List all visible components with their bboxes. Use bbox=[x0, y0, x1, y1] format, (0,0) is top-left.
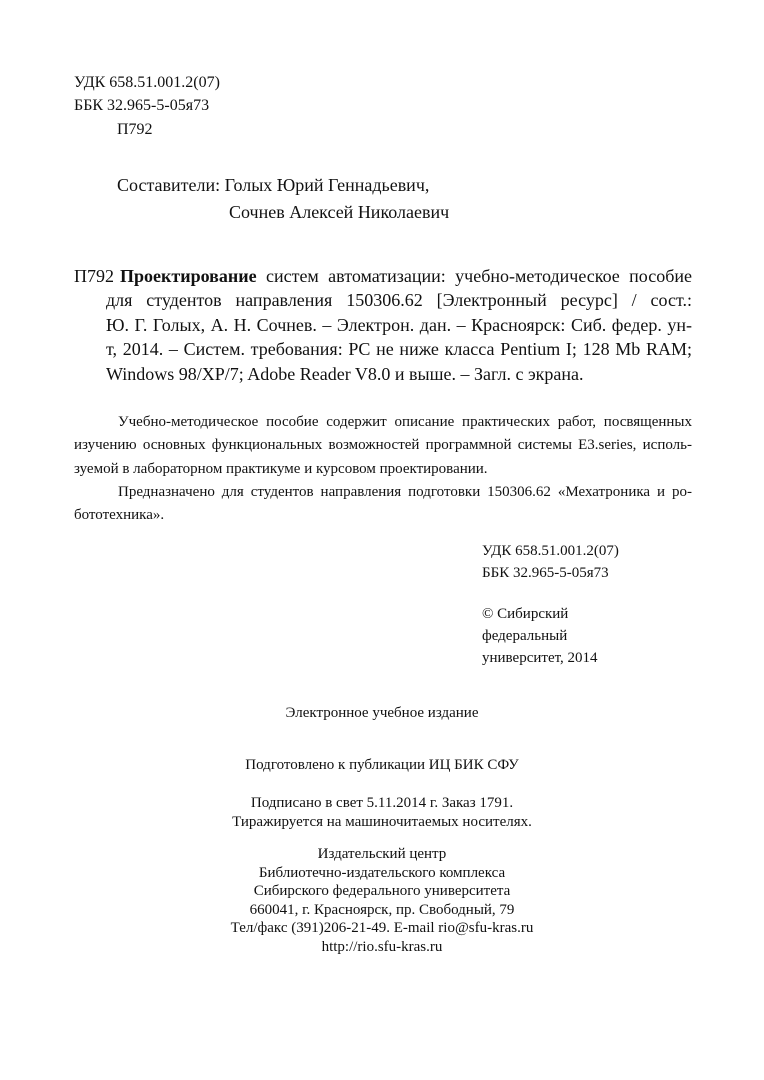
annotation bbox=[74, 411, 692, 527]
publisher-url: http://rio.sfu-kras.ru bbox=[321, 938, 443, 955]
publisher-complex: Библиотечно-издательского комплекса bbox=[258, 864, 506, 881]
record-code: П792 bbox=[74, 266, 114, 286]
header-udk: УДК 658.51.001.2(07) bbox=[74, 74, 220, 91]
bibliographic-record bbox=[74, 264, 692, 386]
publisher-block bbox=[0, 845, 764, 957]
compilers-label: Составители: Голых Юрий Геннадьевич, bbox=[117, 175, 430, 195]
record-line-5: Windows 98/XP/7; Adobe Reader V8.0 и выше. – Загл. с экрана. bbox=[106, 363, 584, 384]
prepared-line: Подготовлено к публикации ИЦ БИК СФУ bbox=[245, 757, 519, 773]
class-bbk: ББК 32.965-5-05я73 bbox=[482, 565, 609, 581]
record-line-4: т, 2014. – Систем. требования: PC не ниже класса Pentium I; 128 Mb RAM; bbox=[106, 339, 692, 360]
compiler-second: Сочнев Алексей Николаевич bbox=[229, 202, 450, 222]
copies-line: Тиражируется на машиночитаемых носителях. bbox=[232, 813, 532, 830]
class-udk: УДК 658.51.001.2(07) bbox=[482, 543, 619, 559]
copyright-line-3: университет, 2014 bbox=[482, 650, 598, 666]
header-bbk: ББК 32.965-5-05я73 bbox=[74, 97, 210, 114]
publisher-name: Издательский центр bbox=[317, 846, 447, 862]
header-author-mark: П792 bbox=[117, 121, 153, 138]
annotation-p1-line3: зуемой в лабораторном практикуме и курсовом проектировании. bbox=[74, 460, 488, 477]
signed-line: Подписано в свет 5.11.2014 г. Заказ 1791. bbox=[250, 795, 514, 811]
record-line-3: Ю. Г. Голых, А. Н. Сочнев. – Электрон. дан. – Красноярск: Сиб. федер. ун- bbox=[106, 314, 692, 335]
annotation-p2-line2: бототехника». bbox=[74, 507, 165, 524]
record-line1-rest: систем автоматизации: учебно-методическое пособие bbox=[265, 266, 692, 286]
copyright-line-2: федеральный bbox=[482, 628, 568, 644]
publisher-university: Сибирского федерального университета bbox=[253, 883, 511, 900]
annotation-p1-line1: Учебно-методическое пособие содержит описание практических работ, посвященных bbox=[118, 414, 692, 430]
annotation-p1-line2: изучению основных функциональных возможностей программной системы E3.series, исполь- bbox=[74, 437, 692, 454]
prepared-block bbox=[0, 756, 764, 775]
copyright-line-1: © Сибирский bbox=[482, 606, 569, 622]
publisher-address: 660041, г. Красноярск, пр. Свободный, 79 bbox=[249, 901, 515, 918]
publisher-contacts: Тел/факс (391)206-21-49. E-mail rio@sfu-kras.ru bbox=[230, 920, 534, 937]
record-line-2: для студентов направления 150306.62 [Электронный ресурс] / сост.: bbox=[106, 290, 692, 311]
edition-type: Электронное учебное издание bbox=[285, 705, 479, 721]
record-line-1 bbox=[74, 264, 692, 288]
signed-block bbox=[0, 794, 764, 831]
record-title: Проектирование bbox=[120, 266, 257, 286]
edition-type-block bbox=[0, 704, 764, 723]
annotation-p2-line1: Предназначено для студентов направления подготовки 150306.62 «Мехатроника и ро- bbox=[118, 483, 692, 500]
